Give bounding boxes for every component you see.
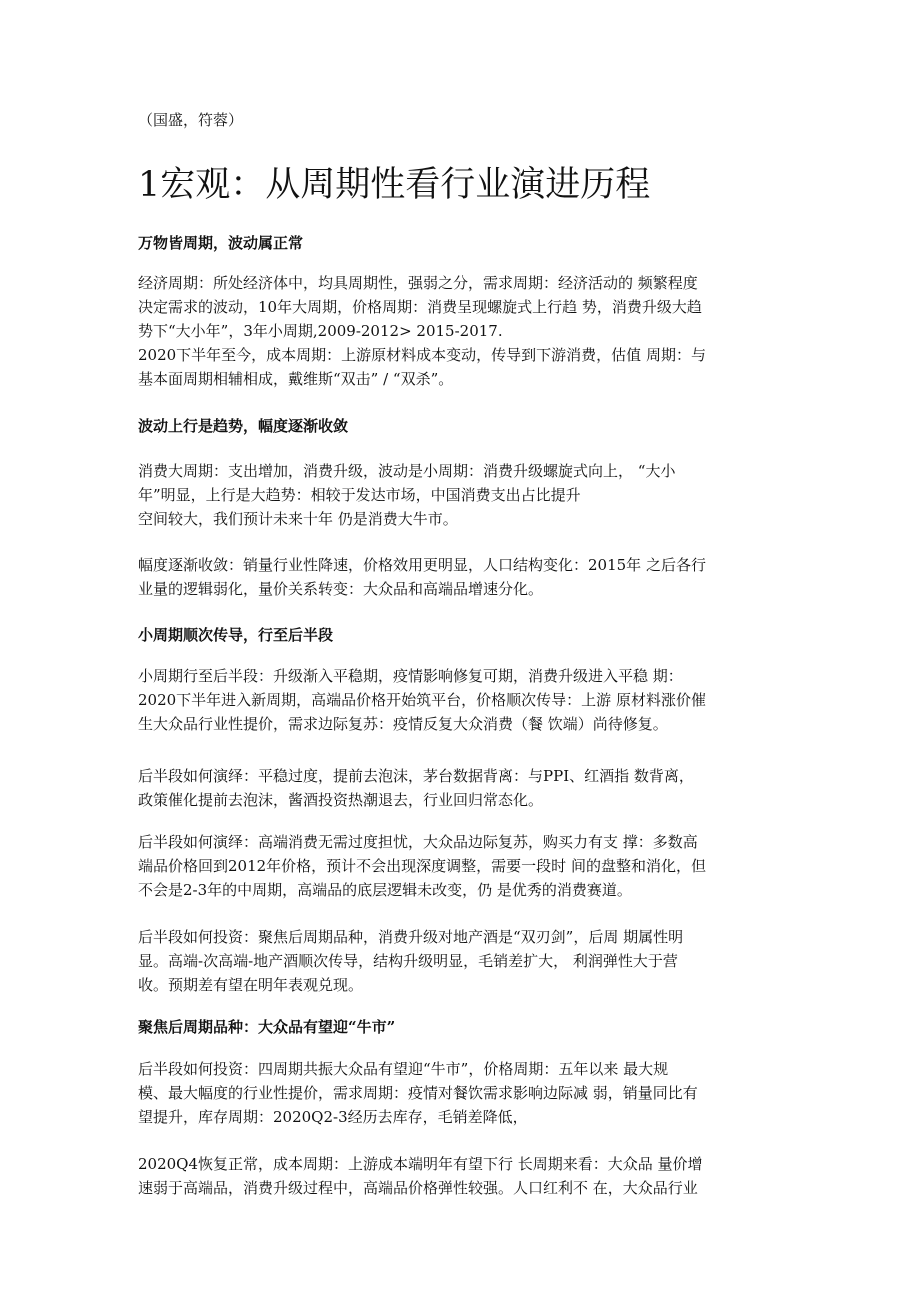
- paragraph: [138, 553, 788, 601]
- text-line: 经济周期：所处经济体中，均具周期性，强弱之分，需求周期：经济活动的 频繁程度: [138, 274, 698, 292]
- page-title: 1宏观：从周期性看行业演进历程: [138, 165, 651, 205]
- text-line: 2020Q4恢复正常，成本周期：上游成本端明年有望下行 长周期来看：大众品 量价增: [138, 1155, 703, 1173]
- text-line: 生大众品行业性提价，需求边际复苏：疫情反复大众消费（餐 饮端）尚待修复。: [138, 715, 668, 733]
- paragraph: [138, 459, 788, 531]
- text-line: 空间较大，我们预计未来十年 仍是消费大牛市。: [138, 510, 458, 528]
- text-line: 小周期行至后半段：升级渐入平稳期，疫情影响修复可期，消费升级进入平稳 期：: [138, 667, 683, 685]
- section-heading: 小周期顺次传导，行至后半段: [138, 626, 334, 644]
- section-heading: 波动上行是趋势，幅度逐渐收敛: [138, 417, 349, 435]
- paragraph: [138, 664, 788, 736]
- text-line: 速弱于高端品，消费升级过程中，高端品价格弹性较强。人口红利不 在，大众品行业: [138, 1179, 698, 1197]
- author-byline: （国盛，符蓉）: [138, 111, 244, 129]
- text-line: 不会是2-3年的中周期，高端品的底层逻辑未改变，仍 是优秀的消费赛道。: [138, 881, 632, 899]
- text-line: 望提升，库存周期：2020Q2-3经历去库存，毛销差降低，: [138, 1108, 528, 1126]
- section-heading: 聚焦后周期品种：大众品有望迎“牛市”: [138, 1018, 396, 1036]
- paragraph: [138, 830, 788, 902]
- text-line: 收。预期差有望在明年表观兑现。: [138, 976, 364, 994]
- text-line: 年”明显，上行是大趋势：相较于发达市场，中国消费支出占比提升: [138, 486, 581, 504]
- text-line: 后半段如何投资：四周期共振大众品有望迎“牛市”，价格周期：五年以来 最大规: [138, 1060, 669, 1078]
- text-line: 业量的逻辑弱化，量价关系转变：大众品和高端品增速分化。: [138, 580, 544, 598]
- text-line: 幅度逐渐收敛：销量行业性降速，价格效用更明显，人口结构变化：2015年 之后各行: [138, 556, 706, 574]
- text-line: 后半段如何演绎：平稳过度，提前去泡沫，茅台数据背离：与PPI、红酒指 数背离，: [138, 767, 694, 785]
- text-line: 政策催化提前去泡沫，酱酒投资热潮退去，行业回归常态化。: [138, 791, 544, 809]
- text-line: 模、最大幅度的行业性提价，需求周期：疫情对餐饮需求影响边际减 弱，销量同比有: [138, 1084, 698, 1102]
- text-line: 2020下半年至今，成本周期：上游原材料成本变动，传导到下游消费，估值 周期：与: [138, 346, 706, 364]
- text-line: 后半段如何演绎：高端消费无需过度担忧，大众品边际复苏，购买力有支 撑：多数高: [138, 833, 698, 851]
- text-line: 端品价格回到2012年价格，预计不会出现深度调整，需要一段时 间的盘整和消化，但: [138, 857, 706, 875]
- paragraph: [138, 764, 788, 812]
- text-line: 消费大周期：支出增加，消费升级，波动是小周期：消费升级螺旋式向上， “大小: [138, 462, 676, 480]
- text-line: 基本面周期相辅相成，戴维斯“双击” / “双杀”。: [138, 370, 454, 388]
- paragraph: [138, 1057, 788, 1129]
- paragraph: [138, 1152, 788, 1200]
- paragraph: [138, 271, 788, 391]
- text-line: 后半段如何投资：聚焦后周期品种，消费升级对地产酒是“双刃剑”，后周 期属性明: [138, 928, 684, 946]
- paragraph: [138, 925, 788, 997]
- text-line: 势下“大小年”，3年小周期,2009-2012> 2015-2017.: [138, 322, 503, 340]
- section-heading: 万物皆周期，波动属正常: [138, 234, 304, 252]
- text-line: 显。高端-次高端-地产酒顺次传导，结构升级明显，毛销差扩大， 利润弹性大于营: [138, 952, 678, 970]
- text-line: 决定需求的波动，10年大周期，价格周期：消费呈现螺旋式上行趋 势，消费升级大趋: [138, 298, 702, 316]
- text-line: 2020下半年进入新周期，高端品价格开始筑平台，价格顺次传导：上游 原材料涨价催: [138, 691, 706, 709]
